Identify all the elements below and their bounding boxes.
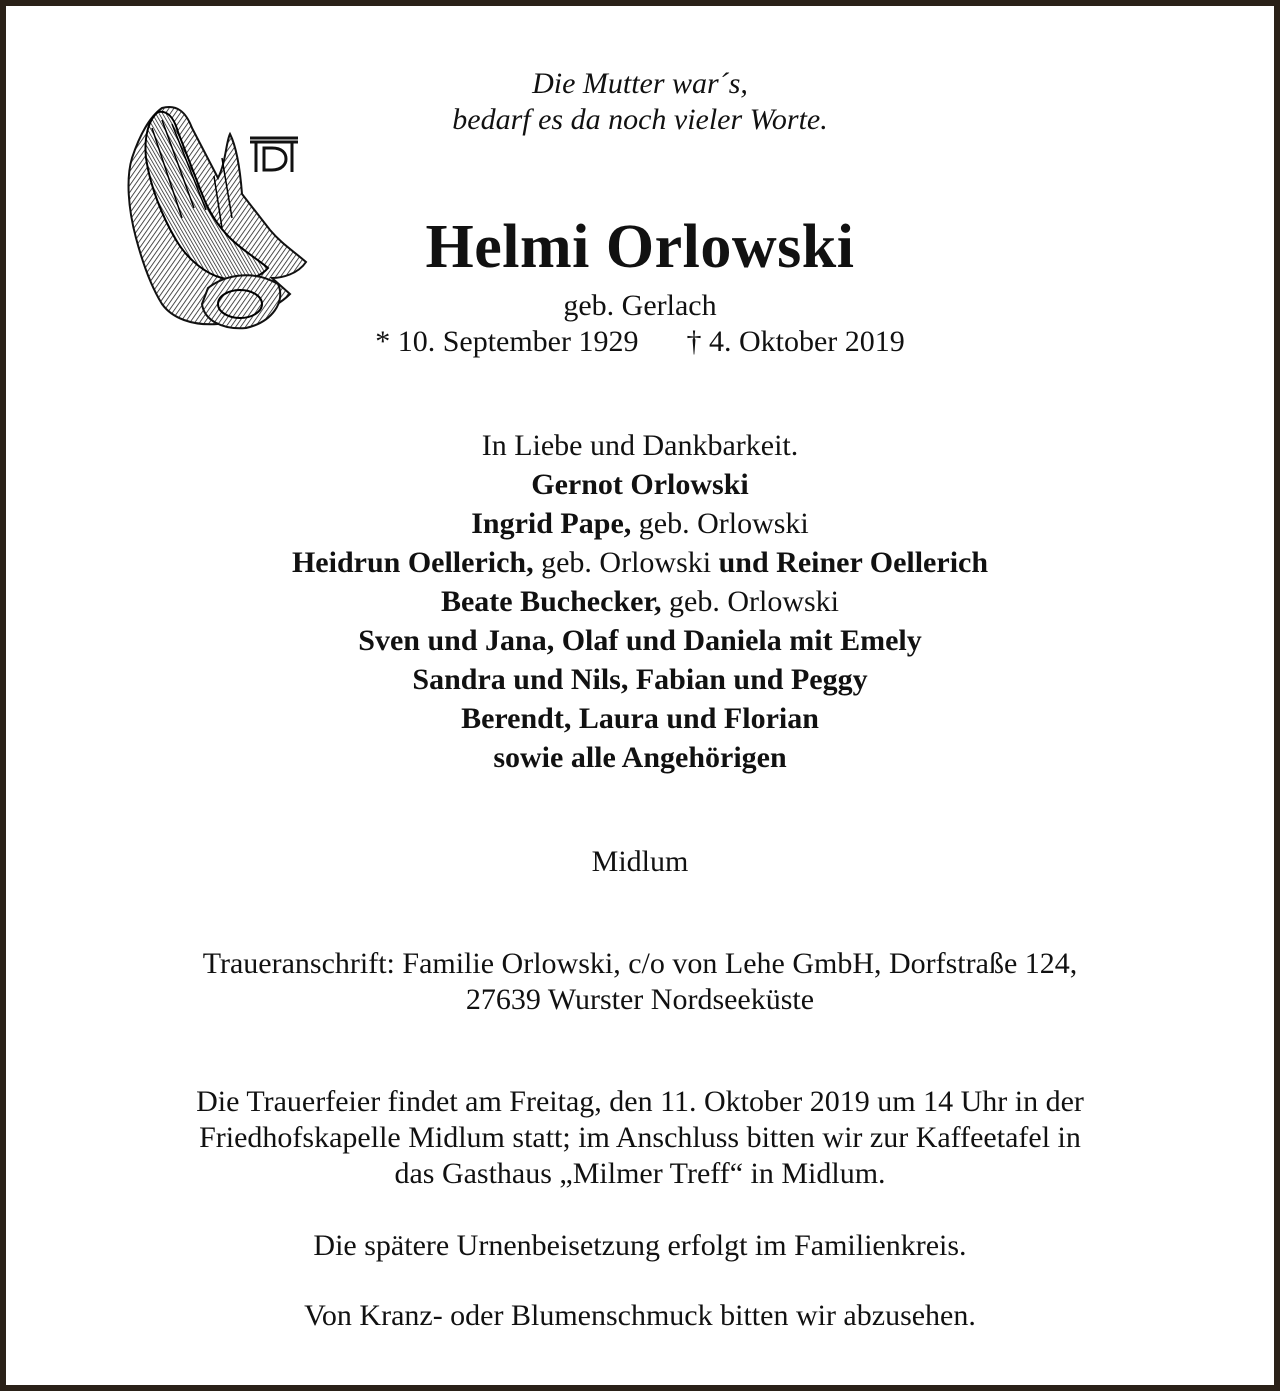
mourner-note: geb. Orlowski [631, 507, 809, 540]
mourner-name: Beate Buchecker, [440, 585, 662, 618]
place: Midlum [591, 845, 689, 878]
service-line: Friedhofskapelle Midlum statt; im Anschluss bitten wir zur Kaffeetafel in [199, 1121, 1081, 1154]
motto [6, 66, 1274, 138]
life-dates [6, 324, 1274, 360]
mourner-line [6, 582, 1274, 621]
mourners-intro: In Liebe und Dankbarkeit. [481, 429, 799, 462]
maiden-name: geb. Gerlach [563, 289, 717, 322]
mourner-note: geb. Orlowski [533, 546, 719, 579]
mourner-line [6, 504, 1274, 543]
address-line: 27639 Wurster Nordseeküste [465, 983, 815, 1016]
service-line: das Gasthaus „Milmer Treff“ in Midlum. [394, 1157, 886, 1190]
duerer-monogram-icon [246, 132, 302, 174]
mourner-line: Sandra und Nils, Fabian und Peggy [412, 663, 868, 696]
mourner-note: geb. Orlowski [661, 585, 839, 618]
mourner-line: Gernot Orlowski [531, 468, 749, 501]
motto-line: Die Mutter war´s, [532, 67, 748, 100]
motto-line: bedarf es da noch vieler Worte. [452, 103, 828, 136]
mourners-list [6, 426, 1274, 777]
mourner-name: Ingrid Pape, [471, 507, 632, 540]
birth-date: * 10. September 1929 [375, 325, 639, 358]
funeral-service-info [6, 1084, 1274, 1192]
death-date: † 4. Oktober 2019 [686, 325, 905, 358]
mourner-line [6, 543, 1274, 582]
mourner-line: sowie alle Angehörigen [493, 741, 787, 774]
address-line: Traueranschrift: Familie Orlowski, c/o von Lehe GmbH, Dorfstraße 124, [202, 947, 1078, 980]
flowers-note: Von Kranz- oder Blumenschmuck bitten wir abzusehen. [304, 1299, 976, 1332]
urn-note: Die spätere Urnenbeisetzung erfolgt im Familienkreis. [313, 1229, 967, 1262]
mourner-line: Sven und Jana, Olaf und Daniela mit Emely [358, 624, 922, 657]
deceased-name: Helmi Orlowski [425, 213, 855, 281]
mourning-address [6, 946, 1274, 1018]
service-line: Die Trauerfeier findet am Freitag, den 11. Oktober 2019 um 14 Uhr in der [196, 1085, 1084, 1118]
obituary-card [6, 6, 1274, 1385]
mourner-line: Berendt, Laura und Florian [461, 702, 819, 735]
mourner-name: Heidrun Oellerich, [291, 546, 534, 579]
mourner-name: und Reiner Oellerich [718, 546, 989, 579]
